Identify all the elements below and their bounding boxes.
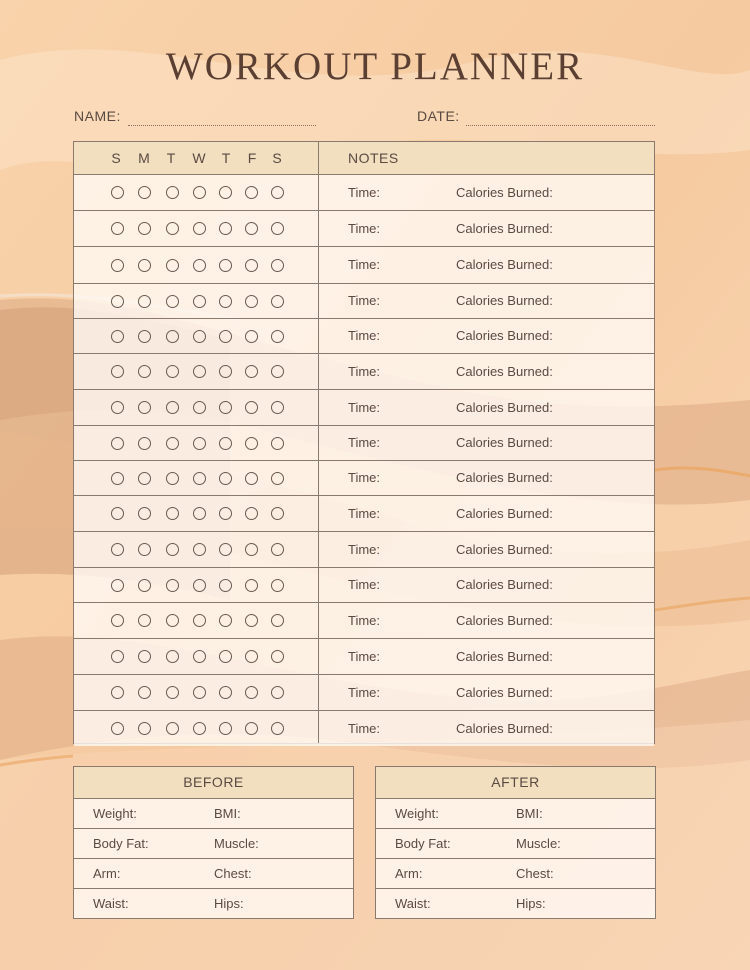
measure-label: Chest: — [214, 866, 252, 881]
workout-row — [74, 211, 654, 247]
day-checkbox[interactable] — [245, 472, 258, 485]
day-checkbox[interactable] — [271, 472, 284, 485]
day-checkbox[interactable] — [193, 330, 206, 343]
day-checkbox[interactable] — [138, 330, 151, 343]
day-checkbox[interactable] — [219, 330, 232, 343]
day-checkbox[interactable] — [166, 507, 179, 520]
time-label: Time: — [348, 434, 381, 450]
day-checkbox[interactable] — [245, 507, 258, 520]
date-line[interactable] — [466, 125, 655, 126]
workout-row — [74, 711, 654, 746]
day-checkbox[interactable] — [219, 472, 232, 485]
day-checkbox[interactable] — [219, 650, 232, 663]
workout-row — [74, 175, 654, 211]
day-checkbox[interactable] — [245, 401, 258, 414]
day-checkbox[interactable] — [111, 259, 124, 272]
time-label: Time: — [348, 184, 381, 200]
calories-label: Calories Burned: — [456, 505, 553, 521]
day-checkbox[interactable] — [271, 330, 284, 343]
time-label: Time: — [348, 612, 381, 628]
measure-label: Muscle: — [516, 836, 561, 851]
day-checkbox[interactable] — [138, 186, 151, 199]
calories-label: Calories Burned: — [456, 648, 553, 664]
day-checkbox[interactable] — [138, 295, 151, 308]
day-checkbox[interactable] — [138, 614, 151, 627]
day-checkbox[interactable] — [219, 437, 232, 450]
day-header: F — [247, 150, 257, 166]
time-label: Time: — [348, 399, 381, 415]
day-checkbox[interactable] — [111, 437, 124, 450]
day-checkbox[interactable] — [166, 543, 179, 556]
day-header: T — [221, 150, 231, 166]
calories-label: Calories Burned: — [456, 220, 553, 236]
day-checkbox[interactable] — [219, 614, 232, 627]
day-header: M — [138, 150, 150, 166]
day-checkbox[interactable] — [138, 507, 151, 520]
time-label: Time: — [348, 684, 381, 700]
day-checkbox[interactable] — [245, 222, 258, 235]
day-checkbox[interactable] — [111, 543, 124, 556]
day-checkbox[interactable] — [138, 686, 151, 699]
before-title: BEFORE — [74, 767, 353, 799]
measure-label: Body Fat: — [395, 836, 451, 851]
day-checkbox[interactable] — [219, 722, 232, 735]
workout-row — [74, 284, 654, 319]
day-checkbox[interactable] — [111, 186, 124, 199]
day-checkbox[interactable] — [245, 330, 258, 343]
day-checkbox[interactable] — [219, 543, 232, 556]
workout-row — [74, 319, 654, 354]
day-checkbox[interactable] — [193, 401, 206, 414]
day-checkbox[interactable] — [245, 365, 258, 378]
day-header: W — [192, 150, 206, 166]
time-label: Time: — [348, 505, 381, 521]
day-checkbox[interactable] — [111, 295, 124, 308]
day-checkbox[interactable] — [271, 259, 284, 272]
day-checkbox[interactable] — [166, 650, 179, 663]
day-checkbox[interactable] — [111, 614, 124, 627]
day-checkbox[interactable] — [193, 295, 206, 308]
day-checkbox[interactable] — [271, 614, 284, 627]
tracker-header — [74, 142, 654, 175]
calories-label: Calories Burned: — [456, 363, 553, 379]
workout-row — [74, 532, 654, 568]
day-checkbox[interactable] — [138, 579, 151, 592]
day-checkbox[interactable] — [111, 472, 124, 485]
day-checkbox[interactable] — [245, 295, 258, 308]
day-checkbox[interactable] — [166, 472, 179, 485]
day-checkbox[interactable] — [138, 401, 151, 414]
day-checkbox[interactable] — [111, 650, 124, 663]
workout-tracker-table — [73, 141, 655, 744]
day-checkbox[interactable] — [193, 507, 206, 520]
day-checkbox[interactable] — [193, 686, 206, 699]
day-checkbox[interactable] — [111, 222, 124, 235]
day-checkbox[interactable] — [138, 472, 151, 485]
time-label: Time: — [348, 648, 381, 664]
calories-label: Calories Burned: — [456, 399, 553, 415]
measure-label: Body Fat: — [93, 836, 149, 851]
day-checkbox[interactable] — [166, 722, 179, 735]
day-checkbox[interactable] — [245, 579, 258, 592]
day-checkbox[interactable] — [193, 365, 206, 378]
name-line[interactable] — [128, 125, 316, 126]
day-header: T — [166, 150, 176, 166]
day-checkbox[interactable] — [193, 222, 206, 235]
day-checkbox[interactable] — [166, 186, 179, 199]
day-checkbox[interactable] — [111, 365, 124, 378]
day-checkbox[interactable] — [166, 330, 179, 343]
day-checkbox[interactable] — [271, 650, 284, 663]
day-checkbox[interactable] — [271, 579, 284, 592]
day-checkbox[interactable] — [138, 543, 151, 556]
day-checkbox[interactable] — [138, 650, 151, 663]
day-checkbox[interactable] — [271, 722, 284, 735]
workout-row — [74, 354, 654, 390]
day-header: S — [272, 150, 282, 166]
measure-label: Chest: — [516, 866, 554, 881]
calories-label: Calories Burned: — [456, 541, 553, 557]
before-measurements — [73, 766, 354, 919]
day-checkbox[interactable] — [111, 401, 124, 414]
day-checkbox[interactable] — [111, 507, 124, 520]
day-checkbox[interactable] — [219, 401, 232, 414]
day-checkbox[interactable] — [138, 259, 151, 272]
workout-row — [74, 461, 654, 496]
day-checkbox[interactable] — [111, 686, 124, 699]
workout-row — [74, 675, 654, 711]
measure-row[interactable] — [74, 859, 353, 889]
day-checkbox[interactable] — [271, 222, 284, 235]
after-measurements — [375, 766, 656, 919]
measure-row[interactable] — [74, 829, 353, 859]
name-label: NAME: — [74, 108, 121, 124]
calories-label: Calories Burned: — [456, 720, 553, 736]
day-checkbox[interactable] — [271, 507, 284, 520]
measure-label: Arm: — [395, 866, 423, 881]
name-field[interactable] — [74, 108, 121, 124]
day-checkbox[interactable] — [193, 186, 206, 199]
measure-label: Hips: — [516, 896, 546, 911]
day-checkbox[interactable] — [219, 365, 232, 378]
time-label: Time: — [348, 327, 381, 343]
measure-row[interactable] — [74, 799, 353, 829]
calories-label: Calories Burned: — [456, 292, 553, 308]
day-checkbox[interactable] — [166, 401, 179, 414]
day-checkbox[interactable] — [166, 579, 179, 592]
day-checkbox[interactable] — [193, 650, 206, 663]
day-checkbox[interactable] — [271, 186, 284, 199]
measure-row[interactable] — [376, 859, 655, 889]
measure-row[interactable] — [376, 889, 655, 919]
day-checkbox[interactable] — [271, 295, 284, 308]
day-checkbox[interactable] — [166, 686, 179, 699]
day-checkbox[interactable] — [219, 686, 232, 699]
measure-label: BMI: — [516, 806, 543, 821]
measure-label: Weight: — [93, 806, 137, 821]
measure-label: Muscle: — [214, 836, 259, 851]
day-checkbox[interactable] — [193, 722, 206, 735]
calories-label: Calories Burned: — [456, 327, 553, 343]
day-checkbox[interactable] — [245, 437, 258, 450]
day-checkbox[interactable] — [193, 614, 206, 627]
day-checkbox[interactable] — [219, 259, 232, 272]
day-checkbox[interactable] — [138, 437, 151, 450]
time-label: Time: — [348, 292, 381, 308]
day-checkbox[interactable] — [193, 579, 206, 592]
column-divider — [318, 142, 319, 743]
day-checkbox[interactable] — [193, 543, 206, 556]
day-checkbox[interactable] — [166, 614, 179, 627]
calories-label: Calories Burned: — [456, 612, 553, 628]
day-checkbox[interactable] — [271, 543, 284, 556]
day-checkbox[interactable] — [166, 437, 179, 450]
measure-row[interactable] — [74, 889, 353, 919]
workout-row — [74, 390, 654, 426]
day-checkbox[interactable] — [271, 365, 284, 378]
day-checkbox[interactable] — [166, 259, 179, 272]
notes-header: NOTES — [348, 150, 399, 166]
day-checkbox[interactable] — [111, 330, 124, 343]
day-checkbox[interactable] — [271, 401, 284, 414]
day-checkbox[interactable] — [245, 686, 258, 699]
measure-label: Waist: — [395, 896, 431, 911]
day-checkbox[interactable] — [219, 507, 232, 520]
day-checkbox[interactable] — [245, 650, 258, 663]
day-checkbox[interactable] — [193, 437, 206, 450]
day-checkbox[interactable] — [271, 686, 284, 699]
measure-label: Arm: — [93, 866, 121, 881]
measure-row[interactable] — [376, 829, 655, 859]
time-label: Time: — [348, 576, 381, 592]
day-checkbox[interactable] — [271, 437, 284, 450]
day-checkbox[interactable] — [219, 579, 232, 592]
day-checkbox[interactable] — [245, 543, 258, 556]
day-checkbox[interactable] — [166, 365, 179, 378]
day-checkbox[interactable] — [138, 222, 151, 235]
day-checkbox[interactable] — [138, 722, 151, 735]
time-label: Time: — [348, 220, 381, 236]
measure-label: Waist: — [93, 896, 129, 911]
calories-label: Calories Burned: — [456, 576, 553, 592]
workout-row — [74, 568, 654, 603]
calories-label: Calories Burned: — [456, 256, 553, 272]
day-checkbox[interactable] — [166, 222, 179, 235]
day-checkbox[interactable] — [219, 295, 232, 308]
workout-row — [74, 603, 654, 639]
workout-row — [74, 639, 654, 675]
time-label: Time: — [348, 363, 381, 379]
measure-label: Weight: — [395, 806, 439, 821]
date-field[interactable] — [417, 108, 460, 124]
calories-label: Calories Burned: — [456, 434, 553, 450]
day-checkbox[interactable] — [245, 722, 258, 735]
day-checkbox[interactable] — [219, 186, 232, 199]
day-checkbox[interactable] — [193, 259, 206, 272]
day-checkbox[interactable] — [193, 472, 206, 485]
time-label: Time: — [348, 720, 381, 736]
workout-row — [74, 496, 654, 532]
measure-label: BMI: — [214, 806, 241, 821]
day-checkbox[interactable] — [111, 579, 124, 592]
day-checkbox[interactable] — [219, 222, 232, 235]
measure-row[interactable] — [376, 799, 655, 829]
day-checkbox[interactable] — [245, 259, 258, 272]
day-checkbox[interactable] — [166, 295, 179, 308]
after-title: AFTER — [376, 767, 655, 799]
date-label: DATE: — [417, 108, 460, 124]
day-checkbox[interactable] — [245, 614, 258, 627]
time-label: Time: — [348, 541, 381, 557]
calories-label: Calories Burned: — [456, 184, 553, 200]
time-label: Time: — [348, 469, 381, 485]
time-label: Time: — [348, 256, 381, 272]
day-checkbox[interactable] — [245, 186, 258, 199]
calories-label: Calories Burned: — [456, 469, 553, 485]
day-checkbox[interactable] — [138, 365, 151, 378]
workout-row — [74, 426, 654, 461]
day-checkbox[interactable] — [111, 722, 124, 735]
day-header: S — [111, 150, 121, 166]
calories-label: Calories Burned: — [456, 684, 553, 700]
measure-label: Hips: — [214, 896, 244, 911]
page-title: WORKOUT PLANNER — [165, 45, 585, 88]
workout-row — [74, 247, 654, 284]
